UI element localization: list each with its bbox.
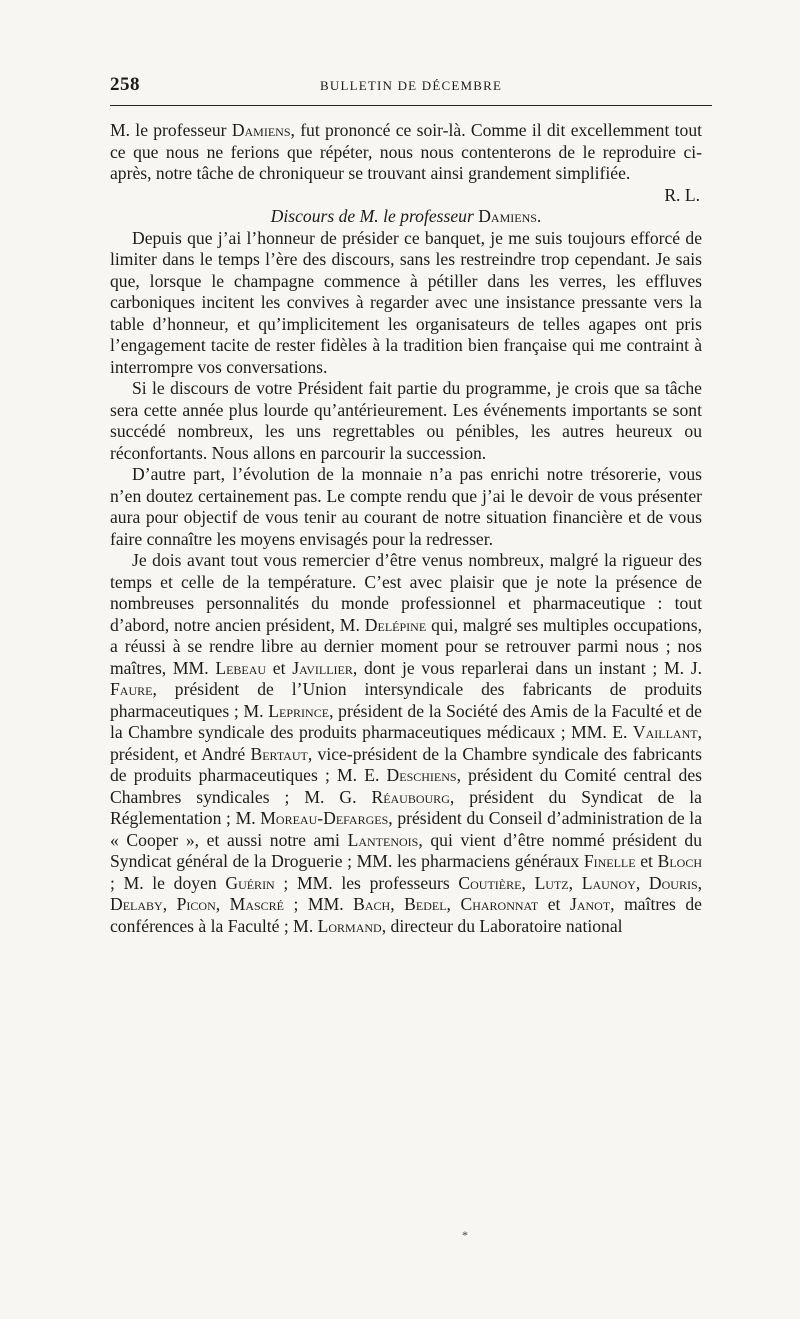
page-header (110, 74, 712, 98)
speech-title-name: Damiens. (478, 206, 542, 226)
header-rule (110, 105, 712, 106)
text-run: , (215, 894, 230, 914)
signature (110, 185, 702, 207)
text-run: ; M. le doyen (110, 872, 226, 893)
text-run: , (697, 872, 703, 893)
paragraph-3: D’autre part, l’évolution de la monnaie n’a pas enrichi notre trésorerie, vous n’en doutez certainement pas. Le compte rendu que j’ai le devoir de vous présenter aura pour objectif de vous tenir au courant de notre situation financière et de vous faire connaître les moyens envisagés pour la redresser. (110, 464, 702, 549)
text-run: , président de la Société des Amis de la Faculté et de la Chambre syndicale des produits pharmaceutiques médicaux ; MM. E. (110, 700, 702, 742)
person-name: Bloch (657, 851, 702, 871)
person-name: Guérin (225, 872, 275, 893)
person-name: Launoy (581, 872, 636, 893)
paragraph-4 (110, 550, 702, 937)
person-name: Deschiens (386, 765, 457, 785)
person-name: Lutz (534, 872, 569, 893)
person-name: Douris (648, 872, 698, 893)
person-name: Charonnat (460, 894, 539, 914)
intro-paragraph (110, 120, 702, 185)
text-run: , président du Comité central des Chambres syndicales ; M. G. (110, 765, 702, 807)
paragraph-1: Depuis que j’ai l’honneur de présider ce banquet, je me suis toujours efforcé de limiter dans le temps l’ère des discours, sans les restreindre trop cependant. Je sais que, lorsque le champagne commence à pétiller dans les verres, les effluves carboniques incitent les convives à regarder avec une insistance pressante vers la table d’honneur, et qu’implicitement les organisateurs de telles agapes ont pris l’engagement tacite de rester fidèles à la tradition bien française qui me contraint à interrompre vos conversations. (110, 227, 702, 377)
text-run: , directeur du Laboratoire national (381, 915, 623, 936)
person-name: Mascré (229, 894, 284, 914)
person-name: Vaillant (632, 722, 698, 742)
intro-text: M. le professeur (110, 120, 232, 140)
person-name: Picon (176, 894, 216, 914)
running-title: BULLETIN DE DÉCEMBRE (320, 78, 503, 93)
text-run: ; MM. les professeurs (274, 872, 459, 893)
person-name: Faure (110, 679, 153, 699)
person-name: Damiens (231, 120, 291, 140)
text-run: , qui vient d’être nommé président du Syndicat général de la Droguerie ; MM. les pharmaciens généraux (110, 829, 703, 871)
text-run: , président, et André (110, 722, 702, 764)
text-run: et (538, 894, 570, 914)
person-name: Moreau-Defarges (260, 808, 389, 828)
text-run: ; MM. (284, 894, 354, 914)
person-name: Bertaut (250, 743, 308, 764)
paragraph-2: Si le discours de votre Président fait partie du programme, je crois que sa tâche sera cette année plus lourde qu’antérieurement. Les événements importants se sont succédé nombreux, les uns regrettables ou pénibles, les autres heureux ou réconfortants. Nous allons en parcourir la succession. (110, 378, 702, 463)
person-name: Janot (569, 894, 611, 914)
text-run: , (390, 894, 405, 914)
text-run: , président du Syndicat de la Réglementation ; M. (110, 786, 702, 828)
person-name: Bedel (404, 894, 447, 914)
text-run: , président du Conseil d’administration de la « Cooper », et aussi notre ami (110, 808, 702, 850)
text-run: , maîtres de conférences à la Faculté ; M. (110, 894, 702, 936)
text-run: , (162, 894, 177, 914)
footer-mark: * (462, 1228, 468, 1242)
text-run: et (635, 851, 658, 871)
text-run: et (266, 657, 293, 678)
person-name: Leprince (268, 700, 330, 721)
intro-text: , fut prononcé ce soir-là. Comme il dit excellemment tout ce que nous ne ferions que répéter, nous nous contenterons de le reproduire ci-après, notre tâche de chroniqueur se trouvant ainsi grandement simplifiée. (110, 120, 703, 183)
person-name: Lantenois (347, 829, 419, 850)
speech-title-text: Discours de M. le professeur (270, 206, 479, 226)
person-name: Delépine (364, 614, 427, 635)
person-name: Finelle (583, 851, 636, 871)
person-name: Lebeau (215, 657, 267, 678)
page-number: 258 (110, 74, 140, 95)
person-name: Lormand (317, 915, 382, 936)
person-name: Delaby (110, 894, 163, 914)
person-name: Javillier (292, 657, 353, 678)
text-run: , (635, 872, 649, 893)
text-run: , dont je vous reparlerai dans un instant ; M. J. (352, 657, 703, 678)
person-name: Bach (353, 894, 391, 914)
person-name: Réaubourg (371, 786, 450, 807)
text-run: , président de l’Union intersyndicale des fabricants de produits pharmaceutiques ; M. (110, 679, 702, 721)
signature-text: R. L. (664, 184, 700, 205)
article-body (110, 120, 702, 937)
text-run: , vice-président de la Chambre syndicale des fabricants de produits pharmaceutiques ; M. E. (110, 743, 703, 785)
text-run: , (568, 872, 582, 893)
text-run: qui, malgré ses multiples occupations, a réussi à se rendre libre au dernier moment pour se retrouver parmi nous ; nos maîtres, MM. (110, 614, 702, 678)
text-run: Je dois avant tout vous remercier d’être venus nombreux, malgré la rigueur des temps et celle de la température. C’est avec plaisir que je note la présence de nombreuses personnalités du monde professionnel et pharmaceutique : tout d’abord, notre ancien président, M. (110, 550, 702, 635)
text-run: , (521, 872, 535, 893)
person-name: Coutière (458, 872, 522, 893)
text-run: , (446, 894, 461, 914)
speech-title (110, 206, 702, 228)
